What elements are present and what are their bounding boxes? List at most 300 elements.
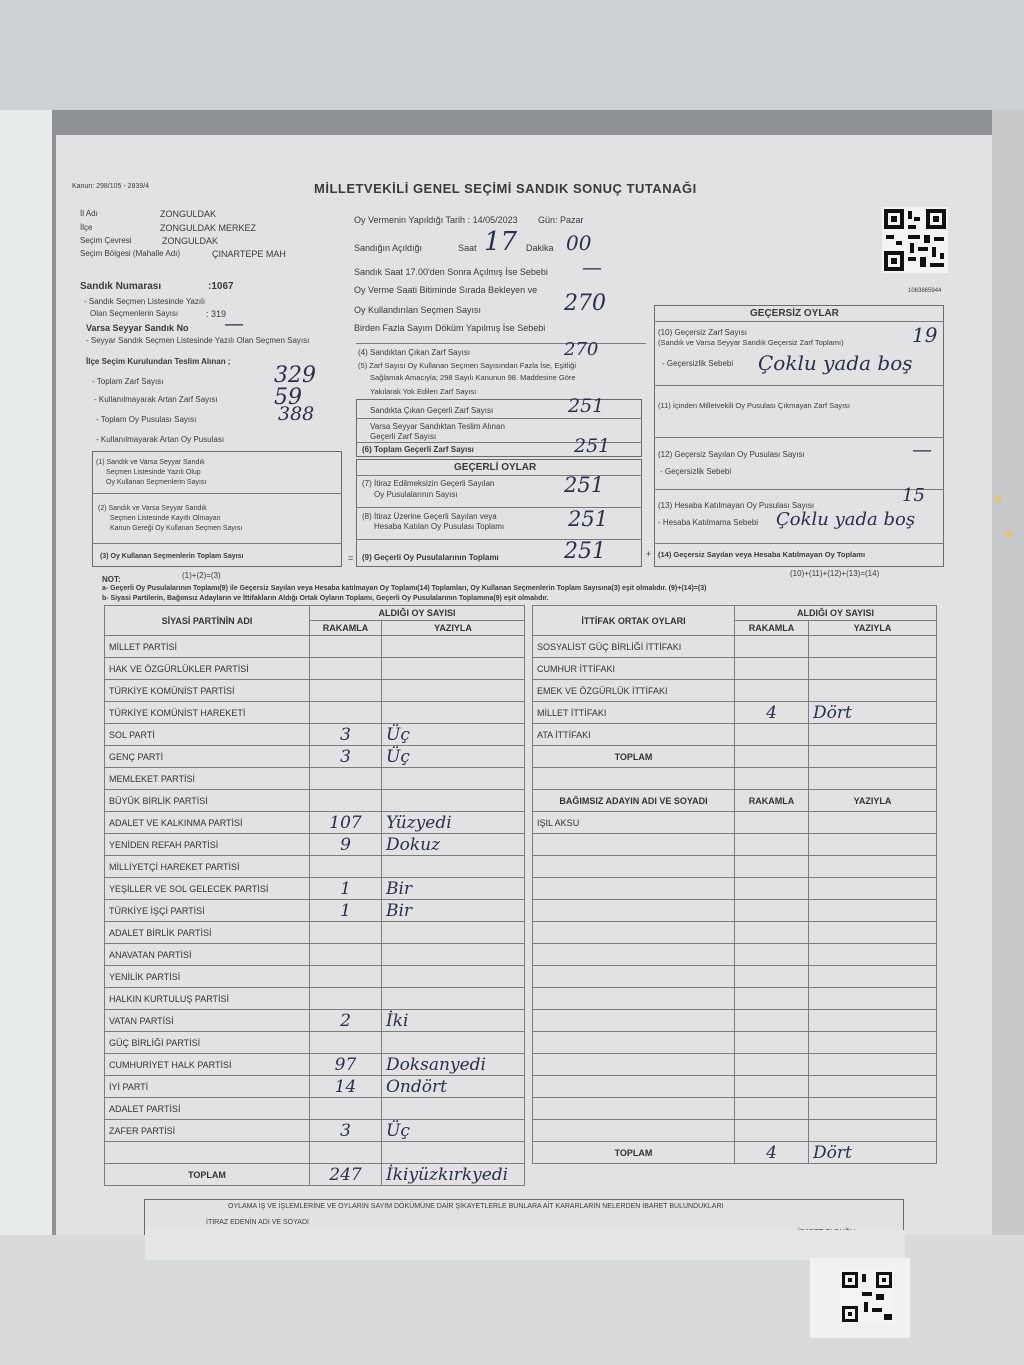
alliance-votes-text: [809, 658, 937, 680]
party-name: YEŞİLLER VE SOL GELECEK PARTİSİ: [105, 878, 310, 900]
table-row: [105, 790, 525, 812]
spacer-cell: [533, 768, 735, 790]
footer-line2: İTİRAZ EDENİN ADI VE SOYADI: [206, 1219, 309, 1226]
table-row: [533, 812, 937, 834]
empty-cell: [809, 1054, 937, 1076]
empty-cell: [533, 1010, 735, 1032]
independent-votes-numeric: [735, 812, 809, 834]
blurred-paper-bottom: [145, 1230, 905, 1260]
party-name: MİLLİYETÇİ HAREKET PARTİSİ: [105, 856, 310, 878]
empty-cell: [735, 966, 809, 988]
alliance-subtotal-text: [809, 746, 937, 768]
empty-cell: [735, 1010, 809, 1032]
alliance-subtotal-label: TOPLAM: [533, 746, 735, 768]
saat-label: Saat: [458, 243, 477, 253]
empty-row: [533, 1098, 937, 1120]
table-row: [533, 702, 937, 724]
recount-label: Birden Fazla Sayım Döküm Yapılmış İse Sebebi: [354, 323, 546, 333]
independent-votes-text: [809, 812, 937, 834]
table-row: [105, 1098, 525, 1120]
independent-col-name: BAĞIMSIZ ADAYIN ADI VE SOYADI: [533, 790, 735, 812]
fazla-zarf-label-3: Yakılarak Yok Edilen Zarf Sayısı: [370, 387, 477, 396]
row8-label-1: (8) İtiraz Üzerine Geçerli Sayılan veya: [362, 512, 497, 521]
empty-cell: [735, 1120, 809, 1142]
party-name: VATAN PARTİSİ: [105, 1010, 310, 1032]
party-votes-text: Bir: [382, 878, 525, 900]
party-name: SOL PARTİ: [105, 724, 310, 746]
divider: [654, 543, 944, 544]
reason10-value: Çoklu yada boş: [758, 351, 913, 375]
parties-col-text: YAZIYLA: [382, 621, 525, 636]
divider: [654, 489, 944, 490]
independent-header-row: [533, 790, 937, 812]
bolge-value: ÇINARTEPE MAH: [212, 249, 286, 259]
empty-cell: [735, 834, 809, 856]
il-label: İl Adı: [80, 209, 98, 218]
empty-cell: [533, 1032, 735, 1054]
alliance-votes-numeric: [735, 636, 809, 658]
row12-value: —: [912, 437, 932, 461]
cikan-zarf-value: 270: [564, 339, 599, 360]
party-votes-numeric: [310, 702, 382, 724]
empty-row: [533, 878, 937, 900]
party-votes-numeric: [310, 1032, 382, 1054]
table-row: [105, 1076, 525, 1098]
divider: [356, 418, 642, 419]
table-row: [105, 724, 525, 746]
gecerli-zarf-value: 251: [568, 395, 605, 417]
party-votes-text: [382, 856, 525, 878]
alliance-subtotal-numeric: [735, 746, 809, 768]
party-votes-numeric: [310, 790, 382, 812]
party-votes-text: Üç: [382, 746, 525, 768]
alliance-votes-numeric: [735, 658, 809, 680]
party-name: YENİDEN REFAH PARTİSİ: [105, 834, 310, 856]
party-name: TÜRKİYE KOMÜNİST PARTİSİ: [105, 680, 310, 702]
empty-cell: [533, 988, 735, 1010]
background-top: [0, 0, 1024, 110]
background-left: [0, 110, 52, 1365]
alliance-votes-text: [809, 724, 937, 746]
alliance-col-group: ALDIĞI OY SAYISI: [735, 606, 937, 621]
table-row: [105, 746, 525, 768]
empty-cell: [533, 900, 735, 922]
party-votes-numeric: [310, 944, 382, 966]
table-row: [105, 900, 525, 922]
row7-value: 251: [564, 473, 605, 497]
toplam-gecerli-zarf-label: (6) Toplam Geçerli Zarf Sayısı: [362, 445, 474, 454]
alliance-name: MİLLET İTTİFAKI: [533, 702, 735, 724]
seyyar-zarf-label-2: Geçerli Zarf Sayısı: [370, 432, 437, 441]
empty-cell: [735, 878, 809, 900]
party-votes-numeric: 3: [310, 746, 382, 768]
empty-cell: [533, 856, 735, 878]
alliance-total-text: Dört: [809, 1142, 937, 1164]
dakika-label: Dakika: [526, 243, 554, 253]
party-votes-numeric: 3: [310, 724, 382, 746]
divider: [92, 493, 342, 494]
party-votes-text: Dokuz: [382, 834, 525, 856]
empty-cell: [809, 856, 937, 878]
empty-cell: [533, 922, 735, 944]
voters-row1-label-3: Oy Kullanan Seçmenlerin Sayısı: [106, 479, 207, 486]
party-votes-text: [382, 702, 525, 724]
row8-value: 251: [568, 507, 609, 531]
ilce-value: ZONGULDAK MERKEZ: [160, 223, 257, 233]
party-name: MEMLEKET PARTİSİ: [105, 768, 310, 790]
alliance-votes-text: [809, 636, 937, 658]
party-name: [105, 1142, 310, 1164]
box-number-label: Sandık Numarası: [80, 281, 162, 292]
row11-label: (11) İçinden Milletvekili Oy Pusulası Çıkmayan Zarf Sayısı: [658, 401, 851, 410]
party-name: CUMHURİYET HALK PARTİSİ: [105, 1054, 310, 1076]
note-a: a- Geçerli Oy Pusulalarının Toplamı(9) ile Geçersiz Sayılan veya Hesaba katılmayan Oy Toplamı(14) Toplamları, Oy Kullanan Seçmenlerin Toplam Sayısına(3) eşit olmalıdır. (9)+(14)=(3): [102, 585, 707, 592]
table-row: [105, 1120, 525, 1142]
party-name: GENÇ PARTİ: [105, 746, 310, 768]
empty-cell: [809, 878, 937, 900]
voters-row1-label-1: (1) Sandık ve Varsa Seyyar Sandık: [96, 459, 205, 466]
empty-row: [533, 1054, 937, 1076]
empty-cell: [735, 1032, 809, 1054]
party-name: BÜYÜK BİRLİK PARTİSİ: [105, 790, 310, 812]
empty-cell: [735, 988, 809, 1010]
table-row: [105, 658, 525, 680]
alliance-votes-text: [809, 680, 937, 702]
saat-value: 17: [484, 227, 518, 257]
empty-cell: [809, 944, 937, 966]
empty-cell: [533, 966, 735, 988]
reason10-label: - Geçersizlik Sebebi: [662, 359, 734, 368]
il-value: ZONGULDAK: [160, 209, 217, 219]
table-row: [105, 856, 525, 878]
row10-label-1: (10) Geçersiz Zarf Sayısı: [658, 328, 747, 337]
barcode-number: 1063865944: [908, 288, 942, 294]
empty-cell: [533, 878, 735, 900]
alliance-table: [532, 605, 937, 1164]
party-name: ADALET PARTİSİ: [105, 1098, 310, 1120]
voters-row3-label: (3) Oy Kullanan Seçmenlerin Toplam Sayısı: [100, 553, 244, 560]
party-votes-numeric: [310, 988, 382, 1010]
party-votes-numeric: 107: [310, 812, 382, 834]
waiting-label-1: Oy Verme Saati Bitiminde Sırada Bekleyen ve: [354, 285, 538, 295]
empty-cell: [809, 1120, 937, 1142]
party-votes-numeric: 9: [310, 834, 382, 856]
fazla-zarf-label-2: Sağlamak Amacıyla; 298 Sayılı Kanunun 98. Maddesine Göre: [370, 373, 576, 382]
cevre-label: Seçim Çevresi: [80, 236, 132, 245]
received-heading: İlçe Seçim Kurulundan Teslim Alınan ;: [86, 357, 231, 366]
opening-label: Sandığın Açıldığı: [354, 243, 423, 253]
party-name: MİLLET PARTİSİ: [105, 636, 310, 658]
party-name: ZAFER PARTİSİ: [105, 1120, 310, 1142]
empty-cell: [809, 1076, 937, 1098]
table-row: [105, 1054, 525, 1076]
registered-value: : 319: [206, 309, 227, 319]
voting-day: Gün: Pazar: [538, 215, 584, 225]
empty-cell: [735, 1076, 809, 1098]
cikan-zarf-label: (4) Sandıktan Çıkan Zarf Sayısı: [358, 348, 471, 357]
party-votes-numeric: [310, 636, 382, 658]
empty-row: [533, 944, 937, 966]
empty-cell: [809, 988, 937, 1010]
party-votes-numeric: 1: [310, 900, 382, 922]
party-name: TÜRKİYE İŞÇİ PARTİSİ: [105, 900, 310, 922]
table-row: [105, 966, 525, 988]
party-votes-text: [382, 1098, 525, 1120]
divider: [654, 321, 944, 322]
divider: [92, 543, 342, 544]
row12-label: (12) Geçersiz Sayılan Oy Pusulası Sayısı: [658, 450, 805, 459]
qr-code-icon: [840, 1270, 894, 1324]
table-row: [533, 724, 937, 746]
alliance-total-label: TOPLAM: [533, 1142, 735, 1164]
party-votes-numeric: [310, 768, 382, 790]
table-row: [533, 636, 937, 658]
toplam-pusula-label: - Toplam Oy Pusulası Sayısı: [96, 415, 197, 424]
party-votes-numeric: [310, 1098, 382, 1120]
alliance-total-row: [533, 1142, 937, 1164]
background-right: [992, 110, 1024, 1365]
party-votes-text: [382, 966, 525, 988]
voters-row2-label-1: (2) Sandık ve Varsa Seyyar Sandık: [98, 505, 207, 512]
voters-formula: (1)+(2)=(3): [182, 571, 221, 580]
row7-label-1: (7) İtiraz Edilmeksizin Geçerli Sayılan: [362, 479, 495, 488]
party-votes-text: [382, 790, 525, 812]
table-row: [105, 922, 525, 944]
empty-cell: [809, 834, 937, 856]
empty-row: [533, 1032, 937, 1054]
party-name: TÜRKİYE KOMÜNİST HAREKETİ: [105, 702, 310, 724]
gecerli-zarf-label: Sandıkta Çıkan Geçerli Zarf Sayısı: [370, 406, 494, 415]
party-votes-numeric: [310, 658, 382, 680]
alliance-total-numeric: 4: [735, 1142, 809, 1164]
spacer-cell: [735, 768, 809, 790]
registered-label-2: Olan Seçmenlerin Sayısı: [90, 309, 179, 318]
table-row: [105, 1010, 525, 1032]
dakika-value: 00: [566, 231, 592, 255]
empty-cell: [533, 1076, 735, 1098]
party-votes-text: Doksanyedi: [382, 1054, 525, 1076]
alliance-votes-numeric: [735, 724, 809, 746]
spacer-cell: [809, 768, 937, 790]
table-row: [533, 680, 937, 702]
empty-cell: [735, 922, 809, 944]
row9-label: (9) Geçerli Oy Pusulalarının Toplamı: [362, 553, 499, 562]
party-name: İYİ PARTİ: [105, 1076, 310, 1098]
table-row: [105, 680, 525, 702]
independent-name: IŞIL AKSU: [533, 812, 735, 834]
doc-code: Kanun: 298/105 - 2839/4: [72, 183, 150, 190]
party-votes-text: Yüzyedi: [382, 812, 525, 834]
party-votes-numeric: 2: [310, 1010, 382, 1032]
late-reason-label: Sandık Saat 17.00'den Sonra Açılmış İse Sebebi: [354, 267, 548, 277]
alliance-name: CUMHUR İTTİFAKI: [533, 658, 735, 680]
empty-cell: [735, 944, 809, 966]
parties-total-numeric: 247: [310, 1164, 382, 1186]
empty-row: [533, 856, 937, 878]
reason12-label: - Geçersizlik Sebebi: [660, 467, 732, 476]
party-name: ADALET VE KALKINMA PARTİSİ: [105, 812, 310, 834]
ilce-label: İlçe: [80, 223, 93, 232]
party-votes-numeric: [310, 1142, 382, 1164]
row14-label: (14) Geçersiz Sayılan veya Hesaba Katılmayan Oy Toplamı: [658, 550, 866, 559]
table-row: [105, 636, 525, 658]
bokeh-light: [995, 495, 1003, 503]
empty-cell: [735, 1054, 809, 1076]
table-row: [105, 702, 525, 724]
party-votes-text: [382, 988, 525, 1010]
row13-label: (13) Hesaba Katılmayan Oy Pusulası Sayısı: [658, 501, 815, 510]
table-row: [105, 944, 525, 966]
alliance-votes-numeric: [735, 680, 809, 702]
divider: [356, 343, 646, 344]
empty-cell: [809, 1010, 937, 1032]
party-votes-text: [382, 680, 525, 702]
party-votes-numeric: [310, 856, 382, 878]
invalid-formula: (10)+(11)+(12)+(13)=(14): [790, 569, 880, 578]
parties-col-group: ALDIĞI OY SAYISI: [310, 606, 525, 621]
empty-cell: [735, 1098, 809, 1120]
bokeh-light: [1005, 530, 1013, 538]
mobile-registered-label: - Seyyar Sandık Seçmen Listesinde Yazılı Olan Seçmen Sayısı: [86, 336, 310, 345]
table-row: [105, 1142, 525, 1164]
seyyar-zarf-label-1: Varsa Seyyar Sandıktan Teslim Alınan: [370, 422, 505, 431]
party-name: ADALET BİRLİK PARTİSİ: [105, 922, 310, 944]
empty-cell: [533, 944, 735, 966]
party-votes-text: [382, 636, 525, 658]
divider: [654, 385, 944, 386]
table-row: [105, 834, 525, 856]
empty-cell: [809, 922, 937, 944]
empty-cell: [735, 856, 809, 878]
empty-cell: [735, 900, 809, 922]
toplam-zarf-label: - Toplam Zarf Sayısı: [92, 377, 164, 386]
party-votes-text: [382, 944, 525, 966]
table-row: [105, 768, 525, 790]
party-votes-numeric: 3: [310, 1120, 382, 1142]
waiting-value: 270: [564, 291, 606, 316]
alliance-name: SOSYALİST GÜÇ BİRLİĞİ İTTİFAKI: [533, 636, 735, 658]
party-votes-numeric: [310, 922, 382, 944]
party-votes-numeric: [310, 680, 382, 702]
row9-value: 251: [564, 539, 606, 564]
plus-sign: +: [646, 549, 652, 559]
party-name: YENİLİK PARTİSİ: [105, 966, 310, 988]
alliance-name: EMEK VE ÖZGÜRLÜK İTTİFAKI: [533, 680, 735, 702]
party-votes-text: [382, 1142, 525, 1164]
box-number-value: :1067: [208, 281, 234, 292]
party-votes-text: Üç: [382, 724, 525, 746]
reason13-label: - Hesaba Katılmama Sebebi: [658, 518, 759, 527]
toplam-gecerli-zarf-value: 251: [574, 435, 611, 457]
parties-total-row: [105, 1164, 525, 1186]
party-name: HALKIN KURTULUŞ PARTİSİ: [105, 988, 310, 1010]
alliance-subtotal-row: [533, 746, 937, 768]
party-votes-text: [382, 1032, 525, 1054]
empty-cell: [533, 834, 735, 856]
valid-votes-heading: GEÇERLİ OYLAR: [454, 462, 537, 473]
table-row: [105, 812, 525, 834]
row13-value: 15: [902, 485, 925, 506]
party-votes-numeric: 97: [310, 1054, 382, 1076]
party-name: GÜÇ BİRLİĞİ PARTİSİ: [105, 1032, 310, 1054]
party-votes-text: [382, 922, 525, 944]
empty-row: [533, 1010, 937, 1032]
row10-value: 19: [912, 323, 938, 347]
row10-label-2: (Sandık ve Varsa Seyyar Sandık Geçersiz Zarf Toplamı): [658, 338, 844, 347]
party-votes-numeric: 14: [310, 1076, 382, 1098]
independent-col-text: YAZIYLA: [809, 790, 937, 812]
table-row: [105, 988, 525, 1010]
toplam-zarf-value: 329: [274, 363, 316, 388]
party-name: HAK VE ÖZGÜRLÜKLER PARTİSİ: [105, 658, 310, 680]
mobile-box-label: Varsa Seyyar Sandık No: [86, 323, 189, 333]
mobile-box-value: —: [224, 311, 244, 335]
alliance-col-name: İTTİFAK ORTAK OYLARI: [533, 606, 735, 636]
registered-label-1: - Sandık Seçmen Listesinde Yazılı: [84, 297, 206, 306]
toplam-pusula-value: 388: [278, 403, 315, 425]
empty-row: [533, 834, 937, 856]
alliance-col-num: RAKAMLA: [735, 621, 809, 636]
empty-row: [533, 1120, 937, 1142]
footer-line1: OYLAMA İŞ VE İŞLEMLERİNE VE OYLARIN SAYIM DÖKÜMÜNE DAİR ŞİKAYETLERLE BUNLARA AİT KARARLARIN NELERDEN İBARET BULUNDUKLARI: [228, 1203, 724, 1210]
empty-row: [533, 922, 937, 944]
empty-cell: [809, 900, 937, 922]
empty-row: [533, 1076, 937, 1098]
party-votes-text: İki: [382, 1010, 525, 1032]
alliance-votes-text: Dört: [809, 702, 937, 724]
empty-cell: [809, 1098, 937, 1120]
qr-code-icon: [882, 207, 948, 273]
table-row: [533, 658, 937, 680]
cevre-value: ZONGULDAK: [162, 236, 219, 246]
party-votes-text: Ondört: [382, 1076, 525, 1098]
artan-zarf-value: 59: [274, 385, 302, 410]
note-b: b- Siyasi Partilerin, Bağımsız Adayların ve İttifakların Aldığı Ortak Oyların Toplamı, Geçerli Oy Pusulalarının Toplamına(9) eşit olmalıdır.: [102, 595, 549, 602]
artan-zarf-label: - Kullanılmayarak Artan Zarf Sayısı: [94, 395, 218, 404]
party-votes-text: Bir: [382, 900, 525, 922]
parties-col-num: RAKAMLA: [310, 621, 382, 636]
alliance-votes-numeric: 4: [735, 702, 809, 724]
party-name: ANAVATAN PARTİSİ: [105, 944, 310, 966]
empty-row: [533, 966, 937, 988]
table-row: [105, 878, 525, 900]
alliance-name: ATA İTTİFAKI: [533, 724, 735, 746]
divider: [654, 437, 944, 438]
row7-label-2: Oy Pusulalarının Sayısı: [374, 490, 458, 499]
empty-cell: [533, 1098, 735, 1120]
invalid-votes-heading: GEÇERSİZ OYLAR: [750, 308, 839, 319]
empty-cell: [533, 1120, 735, 1142]
independent-col-num: RAKAMLA: [735, 790, 809, 812]
party-votes-text: Üç: [382, 1120, 525, 1142]
voters-row2-label-3: Kanun Gereği Oy Kullanan Seçmen Sayısı: [110, 525, 243, 532]
table-row: [105, 1032, 525, 1054]
reason13-value: Çoklu yada boş: [776, 509, 916, 530]
row8-label-2: Hesaba Katılan Oy Pusulası Toplamı: [374, 522, 505, 531]
empty-cell: [809, 1032, 937, 1054]
empty-row: [533, 900, 937, 922]
note-label: NOT:: [102, 575, 121, 584]
empty-row: [533, 988, 937, 1010]
spacer-row: [533, 768, 937, 790]
empty-cell: [533, 1054, 735, 1076]
bolge-label: Seçim Bölgesi (Mahalle Adı): [80, 249, 181, 258]
waiting-label-2: Oy Kullandırılan Seçmen Sayısı: [354, 305, 482, 315]
voters-row2-label-2: Seçmen Listesinde Kayıtlı Olmayan: [110, 515, 221, 522]
alliance-col-text: YAZIYLA: [809, 621, 937, 636]
second-qr-area: [810, 1258, 910, 1338]
party-votes-text: [382, 768, 525, 790]
